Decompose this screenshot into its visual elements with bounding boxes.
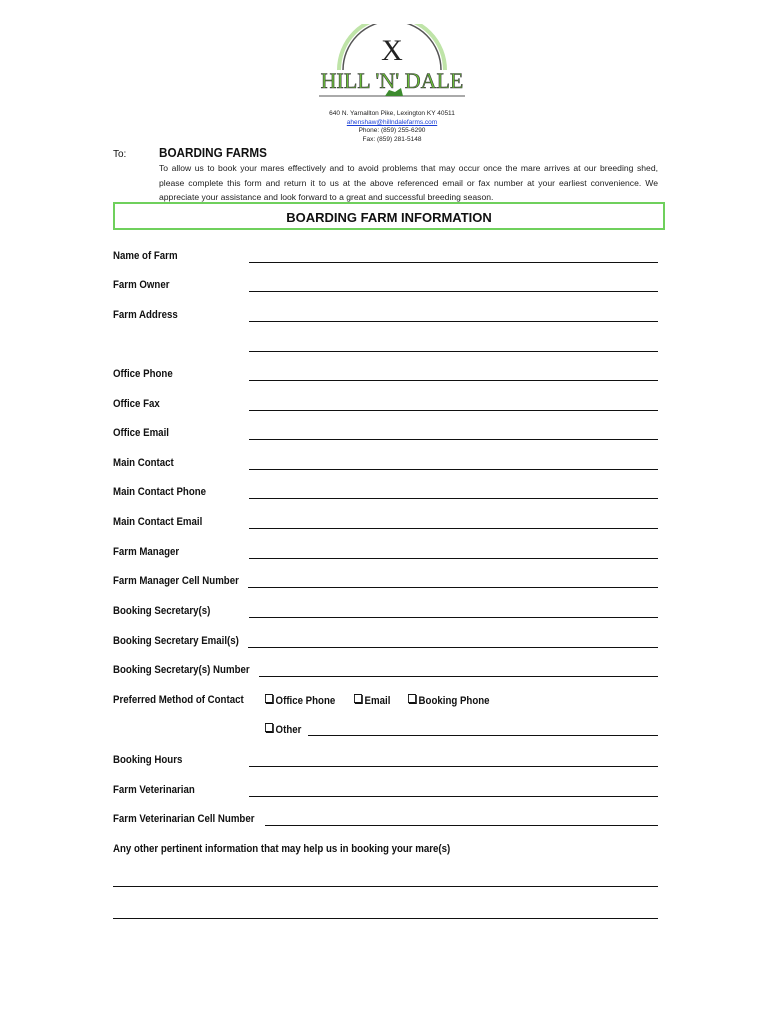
office-phone-option[interactable] <box>265 694 335 707</box>
field-input-line[interactable] <box>259 676 658 677</box>
other-contact-row <box>113 723 658 739</box>
contact-block <box>300 110 484 145</box>
section-title: BOARDING FARM INFORMATION <box>286 210 492 225</box>
other-info-line[interactable] <box>113 886 658 887</box>
field-row <box>113 398 658 414</box>
field-label: Booking Hours <box>113 754 183 766</box>
fax-text: Fax: (859) 281-5148 <box>362 136 422 144</box>
field-row <box>113 784 658 800</box>
email-option-label: Email <box>364 695 391 707</box>
field-input-line[interactable] <box>248 587 658 588</box>
field-label: Office Email <box>113 427 169 439</box>
other-info-line[interactable] <box>113 918 658 919</box>
to-label: To: <box>113 149 127 160</box>
field-input-line[interactable] <box>249 439 658 440</box>
field-input-line[interactable] <box>249 558 658 559</box>
field-label: Booking Secretary Email(s) <box>113 635 239 647</box>
checkbox-icon[interactable] <box>354 694 362 703</box>
field-row <box>113 309 658 325</box>
field-input-line[interactable] <box>249 262 658 263</box>
checkbox-icon[interactable] <box>265 723 273 732</box>
field-input-line[interactable] <box>249 410 658 411</box>
field-input-line[interactable] <box>248 647 658 648</box>
email-link[interactable]: ahenshaw@hillndalefarms.com <box>346 118 438 126</box>
other-info-row <box>113 843 658 859</box>
field-row <box>113 516 658 532</box>
field-input-line[interactable] <box>249 766 658 767</box>
field-row <box>113 486 658 502</box>
other-input-line[interactable] <box>308 735 658 736</box>
phone-text: Phone: (859) 255-6290 <box>358 127 426 135</box>
office-phone-label: Office Phone <box>275 695 336 707</box>
logo-brand: HILL 'N' DALE <box>320 68 464 93</box>
field-label: Farm Manager <box>113 546 180 558</box>
field-row <box>113 457 658 473</box>
field-row <box>113 754 658 770</box>
field-label: Main Contact <box>113 457 174 469</box>
field-label: Farm Veterinarian Cell Number <box>113 813 255 825</box>
field-label: Name of Farm <box>113 250 178 262</box>
field-input-line[interactable] <box>249 351 658 352</box>
field-row <box>113 664 658 680</box>
field-input-line[interactable] <box>249 380 658 381</box>
page-heading: BOARDING FARMS <box>159 145 267 160</box>
field-input-line[interactable] <box>249 617 658 618</box>
field-row <box>113 575 658 591</box>
field-input-line[interactable] <box>249 528 658 529</box>
other-option-label: Other <box>275 724 302 736</box>
checkbox-icon[interactable] <box>408 694 416 703</box>
field-label: Farm Owner <box>113 279 170 291</box>
field-input-line[interactable] <box>249 469 658 470</box>
field-input-line[interactable] <box>249 291 658 292</box>
field-input-line[interactable] <box>249 498 658 499</box>
field-row <box>113 813 658 829</box>
field-row <box>113 427 658 443</box>
field-row <box>113 635 658 651</box>
booking-phone-option[interactable] <box>408 694 490 707</box>
field-label: Office Fax <box>113 398 160 410</box>
intro-paragraph: To allow us to book your mares effectively and to avoid problems that may occur once the mare arrives at our breeding shed, please complete this form and return it to us at the above referenced email or fax number at your earliest convenience. We appreciate your assistance and look forward to a great and successful breeding season. <box>159 163 658 202</box>
field-row <box>113 250 658 266</box>
field-row <box>113 546 658 562</box>
field-label: Farm Manager Cell Number <box>113 575 239 587</box>
other-info-label: Any other pertinent information that may help us in booking your mare(s) <box>113 843 451 855</box>
hill-n-dale-logo <box>313 24 471 102</box>
logo-letter: X <box>381 34 403 67</box>
field-input-line[interactable] <box>249 796 658 797</box>
preferred-contact-label: Preferred Method of Contact <box>113 694 244 706</box>
booking-phone-label: Booking Phone <box>418 695 490 707</box>
field-row <box>113 279 658 295</box>
field-label: Booking Secretary(s) <box>113 605 211 617</box>
field-input-line[interactable] <box>265 825 658 826</box>
other-option[interactable] <box>265 723 301 736</box>
email-option[interactable] <box>354 694 390 707</box>
field-label: Farm Address <box>113 309 178 321</box>
field-label: Main Contact Email <box>113 516 203 528</box>
checkbox-icon[interactable] <box>265 694 273 703</box>
field-label: Farm Veterinarian <box>113 784 195 796</box>
field-label: Office Phone <box>113 368 173 380</box>
field-row <box>113 339 658 355</box>
field-row <box>113 368 658 384</box>
field-label: Main Contact Phone <box>113 486 207 498</box>
section-header-box <box>113 202 665 230</box>
address-text: 640 N. Yarnallton Pike, Lexington KY 40511 <box>329 110 455 117</box>
field-input-line[interactable] <box>249 321 658 322</box>
field-row <box>113 605 658 621</box>
preferred-contact-row <box>113 694 658 710</box>
field-label: Booking Secretary(s) Number <box>113 664 250 676</box>
